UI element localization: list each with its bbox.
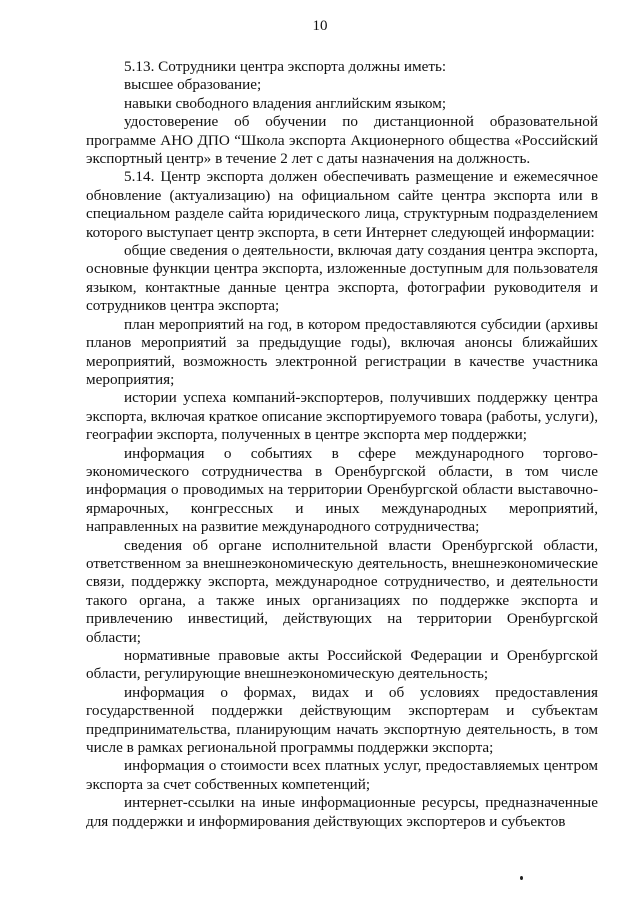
paragraph-paid-services: информация о стоимости всех платных услуг, предоставляемых центром экспорта за счет собственных компетенций; bbox=[86, 757, 598, 793]
paragraph-state-support: информация о формах, видах и об условиях предоставления государственной поддержки действующим экспортерам и субъектам предпринимательства, планирующим начать экспортную деятельность, в том числе в рамках региональной программы поддержки экспорта; bbox=[86, 683, 598, 757]
scan-dot-mark bbox=[520, 876, 523, 880]
paragraph-training-certificate: удостоверение об обучении по дистанционной образовательной программе АНО ДПО “Школа экспорта Акционерного общества «Российский экспортный центр» в течение 2 лет с даты назначения на должность. bbox=[86, 113, 598, 168]
paragraph-english-skills: навыки свободного владения английским языком; bbox=[124, 94, 447, 112]
paragraph-success-stories: истории успеха компаний-экспортеров, получивших поддержку центра экспорта, включая краткое описание экспортируемого товара (работы, услуги), географии экспорта, полученных в центре экспорта мер поддержки; bbox=[86, 389, 598, 444]
paragraph-international-events: информация о событиях в сфере международного торгово-экономического сотрудничества в Оренбургской области, в том числе информация о проводимых на территории Оренбургской области выставочно-ярмарочных, конгрессных и иных международных мероприятий, направленных на развитие международного сотрудничества; bbox=[86, 444, 598, 536]
page-number: 10 bbox=[312, 18, 328, 34]
paragraph-5-13-heading: 5.13. Сотрудники центра экспорта должны иметь: bbox=[124, 58, 447, 75]
paragraph-legal-acts: нормативные правовые акты Российской Федерации и Оренбургской области, регулирующие внешнеэкономическую деятельность; bbox=[86, 647, 598, 683]
paragraph-higher-education: высшее образование; bbox=[124, 76, 262, 94]
paragraph-general-info: общие сведения о деятельности, включая дату создания центра экспорта, основные функции центра экспорта, изложенные доступным для пользователя языком, контактные данные центра экспорта, фотографии руководителя и сотрудников центра экспорта; bbox=[86, 242, 598, 315]
document-body bbox=[86, 58, 598, 831]
paragraph-internet-links: интернет-ссылки на иные информационные ресурсы, предназначенные для поддержки и информирования действующих экспортеров и субъектов bbox=[86, 794, 598, 830]
paragraph-5-14-heading: 5.14. Центр экспорта должен обеспечивать размещение и ежемесячное обновление (актуализацию) на официальном сайте центра экспорта или в специальном разделе сайта юридического лица, структурным подразделением которого выступает центр экспорта, в сети Интернет следующей информации: bbox=[86, 168, 598, 241]
paragraph-executive-body: сведения об органе исполнительной власти Оренбургской области, ответственном за внешнеэкономическую деятельность, внешнеэкономические связи, поддержку экспорта, международное сотрудничество, и деятельности такого органа, а также иных организациях по поддержке экспорта и привлечению инвестиций, действующих на территории Оренбургской области; bbox=[86, 536, 598, 646]
paragraph-events-plan: план мероприятий на год, в котором предоставляются субсидии (архивы планов мероприятий за предыдущие годы), включая анонсы ближайших мероприятий, возможность электронной регистрации в качестве участника мероприятия; bbox=[86, 315, 598, 388]
